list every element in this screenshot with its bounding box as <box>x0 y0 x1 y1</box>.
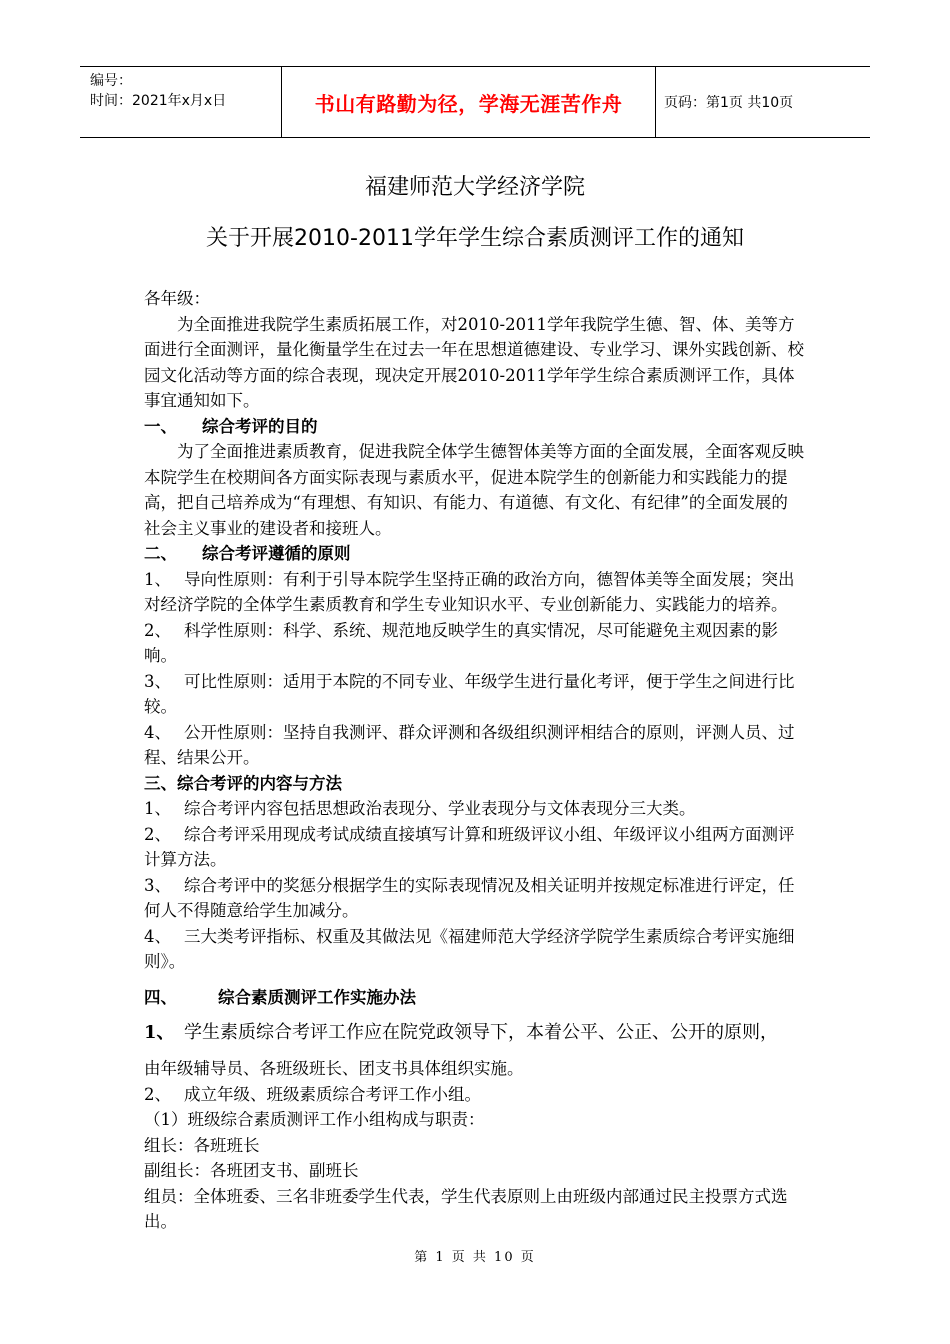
header-page-info: 页码：第1页 共10页 <box>664 95 794 111</box>
item-number: 3、 <box>144 671 171 691</box>
section-number: 一、 <box>144 416 177 436</box>
members-line: 组员：全体班委、三名非班委学生代表，学生代表原则上由班级内部通过民主投票方式选出。 <box>144 1186 788 1231</box>
item-text: 公开性原则：坚持自我测评、群众评测和各级组织测评相结合的原则，评测人员、过程、结果公开。 <box>144 722 795 767</box>
section-heading-2 <box>144 541 804 567</box>
item-number: 2、 <box>144 824 171 844</box>
header-motto: 书山有路勤为径，学海无涯苦作舟 <box>282 67 656 137</box>
item-number: 2、 <box>144 1084 171 1104</box>
item-text: 综合考评内容包括思想政治表现分、学业表现分与文体表现分三大类。 <box>184 799 696 818</box>
item-text: 成立年级、班级素质综合考评工作小组。 <box>184 1084 481 1104</box>
item-number: 4、 <box>144 722 171 742</box>
section-title: 综合考评遵循的原则 <box>202 544 351 563</box>
page-header <box>80 66 870 138</box>
section-1-paragraph: 为了全面推进素质教育，促进我院全体学生德智体美等方面的全面发展，全面客观反映本院学生在校期间各方面实际表现与素质水平，促进本院学生的创新能力和实践能力的提高，把自己培养成为“有理想、有知识、有能力、有道德、有文化、有纪律”的全面发展的社会主义事业的建设者和接班人。 <box>144 442 804 538</box>
document-title-notice: 关于开展2010-2011学年学生综合素质测评工作的通知 <box>206 226 744 251</box>
header-meta <box>80 67 282 137</box>
item-text: 科学性原则：科学、系统、规范地反映学生的真实情况，尽可能避免主观因素的影响。 <box>144 620 778 665</box>
list-item <box>144 618 804 669</box>
number-label: 编号： <box>90 73 132 89</box>
page-footer: 第 1 页 共 10 页 <box>414 1250 536 1265</box>
item-text: 综合考评中的奖惩分根据学生的实际表现情况及相关证明并按规定标准进行评定，任何人不得随意给学生加减分。 <box>144 875 795 920</box>
list-item <box>144 924 804 975</box>
item-number: 2、 <box>144 620 171 640</box>
list-item <box>144 1020 804 1046</box>
item-number: 1、 <box>144 1022 175 1043</box>
list-item <box>144 873 804 924</box>
leader-line: 组长：各班班长 <box>144 1135 260 1155</box>
document-body <box>144 286 804 1235</box>
list-item <box>144 1082 804 1108</box>
list-item <box>144 822 804 873</box>
section-heading-1 <box>144 414 804 440</box>
list-item <box>144 669 804 720</box>
item-number: 1、 <box>144 569 171 589</box>
section-number: 二、 <box>144 544 177 563</box>
section-heading-4 <box>144 985 804 1011</box>
intro-paragraph: 为全面推进我院学生素质拓展工作，对2010-2011学年我院学生德、智、体、美等方面进行全面测评，量化衡量学生在过去一年在思想道德建设、专业学习、课外实践创新、校园文化活动等方面的综合表现，现决定开展2010-2011学年学生综合素质测评工作，具体事宜通知如下。 <box>144 314 804 410</box>
list-item-continuation: 由年级辅导员、各班级班长、团支书具体组织实施。 <box>144 1059 524 1078</box>
section-title: 综合考评的目的 <box>202 416 318 436</box>
item-text: 学生素质综合考评工作应在院党政领导下，本着公平、公正、公开的原则， <box>184 1022 778 1043</box>
time-label: 时间：2021年x月x日 <box>90 93 227 109</box>
item-text: 可比性原则：适用于本院的不同专业、年级学生进行量化考评，便于学生之间进行比较。 <box>144 671 795 716</box>
subheading: （1）班级综合素质测评工作小组构成与职责： <box>144 1110 485 1129</box>
list-item <box>144 796 804 822</box>
item-number: 1、 <box>144 799 171 818</box>
salutation: 各年级： <box>144 289 210 308</box>
list-item <box>144 720 804 771</box>
section-number: 四、 <box>144 987 177 1007</box>
vice-leader-line: 副组长：各班团支书、副班长 <box>144 1161 359 1180</box>
item-text: 综合考评采用现成考试成绩直接填写计算和班级评议小组、年级评议小组两方面测评计算方法。 <box>144 824 795 869</box>
item-text: 三大类考评指标、权重及其做法见《福建师范大学经济学院学生素质综合考评实施细则》。 <box>144 926 795 971</box>
item-number: 3、 <box>144 875 171 895</box>
section-title: 综合素质测评工作实施办法 <box>218 987 416 1007</box>
item-number: 4、 <box>144 926 171 946</box>
section-heading-3: 三、综合考评的内容与方法 <box>144 773 342 793</box>
item-text: 导向性原则：有利于引导本院学生坚持正确的政治方向，德智体美等全面发展；突出对经济学院的全体学生素质教育和学生专业知识水平、专业创新能力、实践能力的培养。 <box>144 569 795 614</box>
list-item <box>144 567 804 618</box>
document-title-institution: 福建师范大学经济学院 <box>364 175 585 200</box>
